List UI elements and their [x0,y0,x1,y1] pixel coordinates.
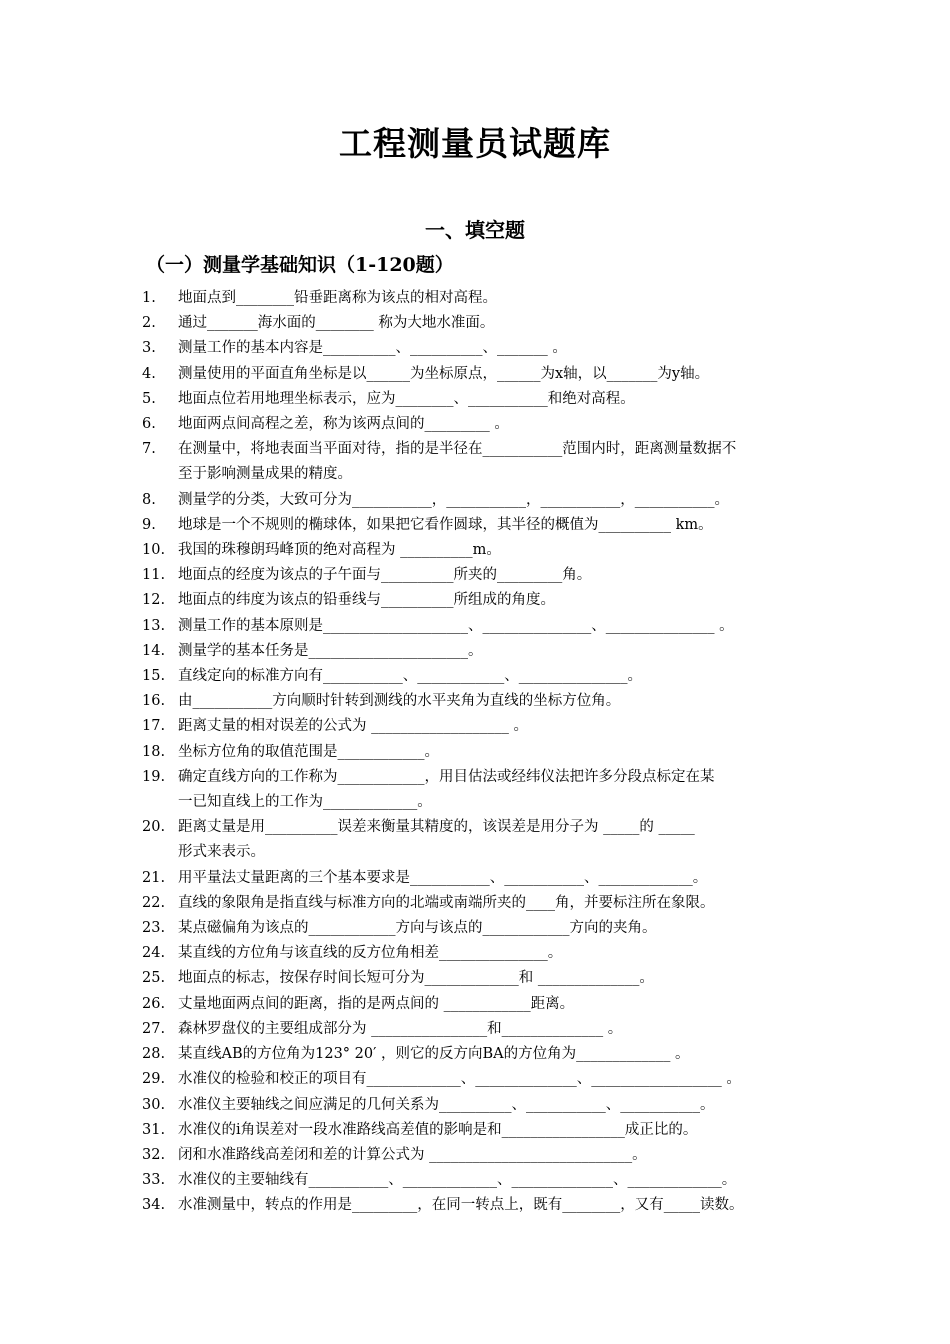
question-number: 16. [142,693,166,710]
question-item [0,311,818,336]
question-text: 森林罗盘仪的主要组成部分为 ________________和______________ 。 [178,1020,623,1037]
question-text: 水准测量中，转点的作用是_________，在同一转点上，既有________，又有_____读数。 [178,1197,744,1214]
question-item [0,513,818,538]
question-item [0,614,818,639]
question-number: 22. [142,894,166,911]
question-number: 6. [142,416,156,433]
question-item [0,639,818,664]
section-heading: 一、填空题 [425,218,525,242]
question-number: 2. [142,315,156,332]
question-item [0,866,818,891]
question-item [0,689,818,714]
question-text-continued: 一已知直线上的工作为_____________。 [178,794,432,811]
question-item [0,1118,818,1143]
question-text: 确定直线方向的工作称为____________，用目估法或经纬仪法把许多分段点标定在某 [178,768,715,785]
question-text: 地球是一个不规则的椭球体，如果把它看作圆球，其半径的概值为__________ km。 [178,516,713,533]
question-text: 距离丈量的相对误差的公式为 ___________________ 。 [178,718,528,735]
question-number: 14. [142,642,166,659]
question-item [0,437,818,487]
question-item [0,1017,818,1042]
question-text: 地面点的纬度为该点的铅垂线与__________所组成的角度。 [178,592,555,609]
question-number: 27. [142,1020,166,1037]
question-text: 水准仪的检验和校正的项目有_____________、______________、__________________ 。 [178,1071,741,1088]
question-number: 10. [142,542,166,559]
question-number: 24. [142,945,166,962]
question-item [0,916,818,941]
question-text-continued: 形式来表示。 [178,844,265,861]
question-text: 直线的象限角是指直线与标准方向的北端或南端所夹的____角，并要标注所在象限。 [178,894,715,911]
document-title: 工程测量员试题库 [339,124,611,163]
question-item [0,664,818,689]
question-text: 坐标方位角的取值范围是____________。 [178,743,439,760]
question-item [0,387,818,412]
question-text: 用平量法丈量距离的三个基本要求是___________、___________、_____________。 [178,869,708,886]
question-item [0,538,818,563]
question-item [0,891,818,916]
question-item [0,588,818,613]
question-text: 测量学的基本任务是______________________。 [178,642,483,659]
question-number: 3. [142,340,156,357]
question-number: 19. [142,768,166,785]
question-item [0,412,818,437]
question-item [0,1168,818,1193]
question-number: 32. [142,1146,166,1163]
subsection-heading: （一）测量学基础知识（1-120题） [146,254,454,276]
question-text: 地面点到________铅垂距离称为该点的相对高程。 [178,290,497,306]
question-text: 测量工作的基本内容是__________、__________、_______ 。 [178,340,567,357]
question-item [0,1042,818,1067]
question-item [0,362,818,387]
question-number: 5. [142,390,156,407]
question-number: 31. [142,1121,166,1138]
question-number: 34. [142,1197,166,1214]
question-item [0,815,818,865]
question-item [0,488,818,513]
question-list [0,286,950,1219]
question-item [0,563,818,588]
question-text: 由___________方向顺时针转到测线的水平夹角为直线的坐标方位角。 [178,693,621,710]
question-item [0,966,818,991]
question-number: 33. [142,1172,166,1189]
question-text: 距离丈量是用__________误差来衡量其精度的，该误差是用分子为 _____的 _____ [178,819,695,836]
question-number: 29. [142,1071,166,1088]
question-number: 30. [142,1096,166,1113]
question-number: 15. [142,668,166,685]
question-number: 18. [142,743,166,760]
question-number: 28. [142,1046,166,1063]
question-number: 8. [142,491,156,508]
question-text: 通过_______海水面的________ 称为大地水准面。 [178,315,495,332]
question-number: 26. [142,995,166,1012]
question-item [0,336,818,361]
question-item [0,1193,818,1218]
question-number: 17. [142,718,166,735]
question-item [0,714,818,739]
question-text: 水准仪的i角误差对一段水准路线高差值的影响是和_________________成正比的。 [178,1121,698,1138]
question-number: 4. [142,365,156,382]
question-item [0,740,818,765]
question-text: 闭和水准路线高差闭和差的计算公式为 ____________________________。 [178,1146,647,1163]
question-text-continued: 至于影响测量成果的精度。 [178,466,352,483]
question-number: 11. [142,567,166,584]
question-text: 某直线AB的方位角为123° 20′ ，则它的反方向BA的方位角为_____________ 。 [178,1046,690,1063]
question-number: 12. [142,592,166,609]
question-item [0,1067,818,1092]
question-number: 7. [142,441,156,458]
question-item [0,941,818,966]
question-item [0,992,818,1017]
question-item [0,1093,818,1118]
question-text: 地面两点间高程之差，称为该两点间的_________ 。 [178,416,509,433]
question-number: 13. [142,617,166,634]
question-number: 1. [142,290,156,306]
question-text: 地面点的标志，按保存时间长短可分为_____________和 ______________。 [178,970,654,987]
question-text: 测量使用的平面直角坐标是以______为坐标原点，______为x轴，以_______为y轴。 [178,365,710,382]
question-text: 水准仪主要轴线之间应满足的几何关系为__________、___________、___________。 [178,1096,715,1113]
question-number: 21. [142,869,166,886]
question-text: 某直线的方位角与该直线的反方位角相差_______________。 [178,945,563,962]
question-number: 25. [142,970,166,987]
question-item [0,765,818,815]
question-number: 23. [142,920,166,937]
question-number: 20. [142,819,166,836]
question-text: 某点磁偏角为该点的____________方向与该点的____________方向的夹角。 [178,920,657,937]
question-item [0,286,818,311]
question-text: 我国的珠穆朗玛峰顶的绝对高程为 __________m。 [178,542,501,559]
question-text: 丈量地面两点间的距离，指的是两点间的 ____________距离。 [178,995,575,1012]
question-text: 水准仪的主要轴线有___________、_____________、______________、_____________。 [178,1172,737,1189]
question-text: 测量工作的基本原则是____________________、_______________、_______________ 。 [178,617,734,634]
question-number: 9. [142,516,156,533]
question-text: 直线定向的标准方向有___________、____________、_______________。 [178,668,642,685]
question-item [0,1143,818,1168]
question-text: 地面点位若用地理坐标表示，应为________、___________和绝对高程。 [178,390,635,407]
question-text: 测量学的分类，大致可分为___________，___________，___________，___________。 [178,491,729,508]
question-text: 地面点的经度为该点的子午面与__________所夹的_________角。 [178,567,592,584]
question-text: 在测量中，将地表面当平面对待，指的是半径在___________范围内时，距离测量数据不 [178,441,737,458]
